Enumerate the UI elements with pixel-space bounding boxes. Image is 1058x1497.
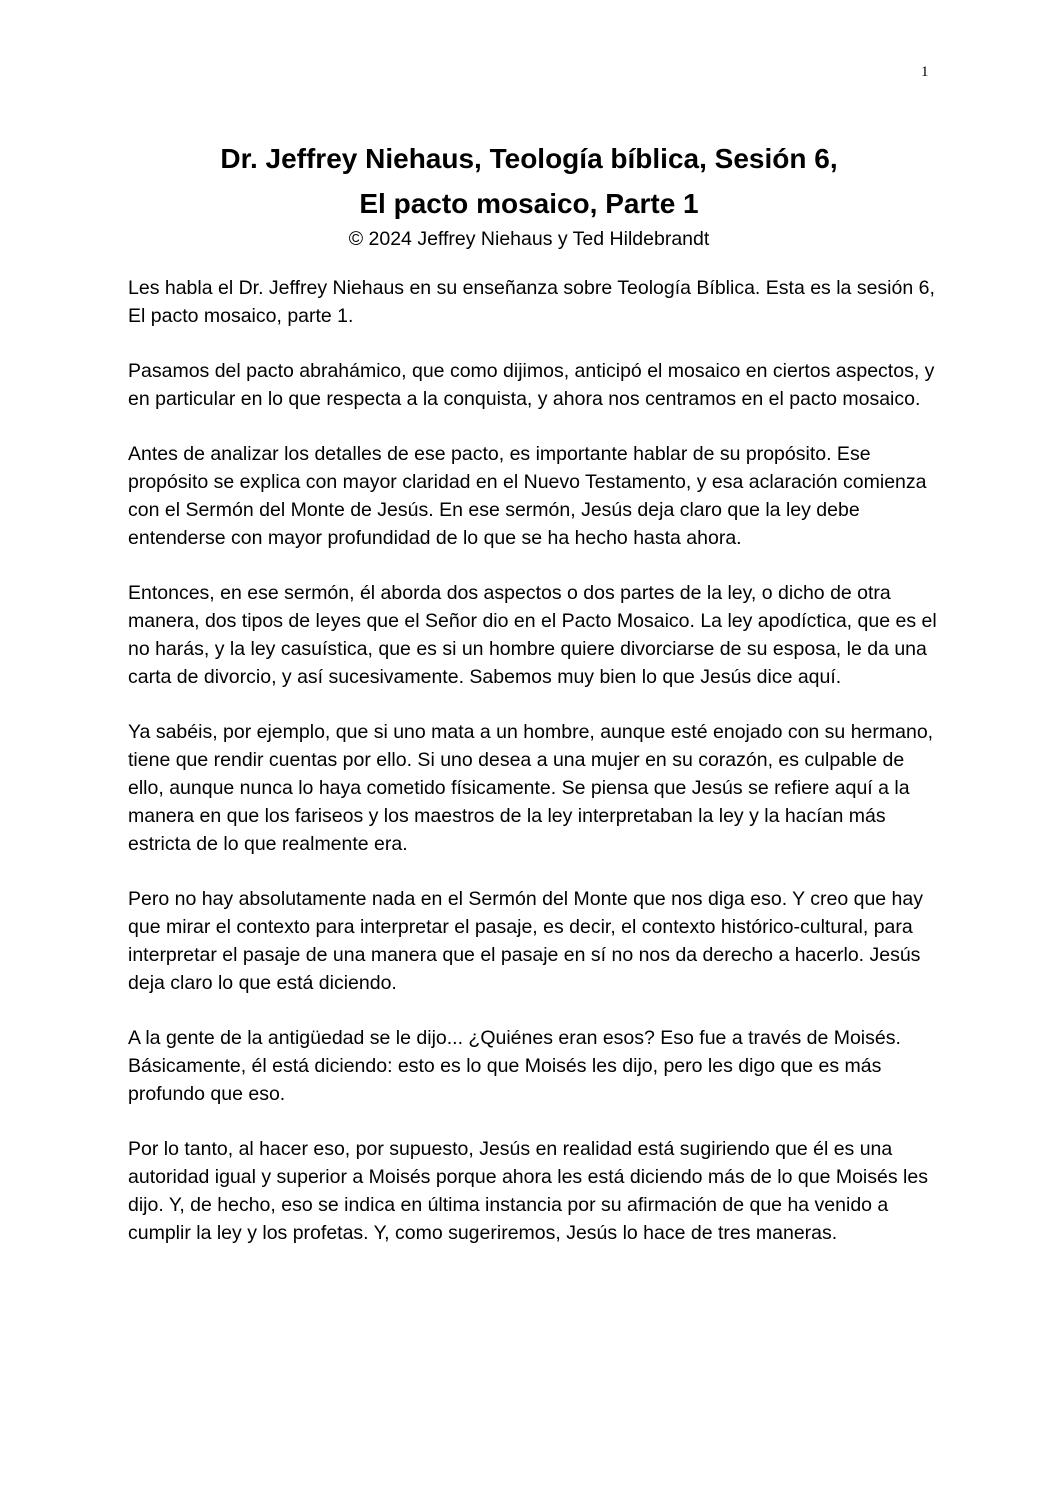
paragraph: A la gente de la antigüedad se le dijo... ¿Quiénes eran esos? Eso fue a través de Moisés. Básicamente, él está diciendo: esto es lo que Moisés les dijo, pero les digo que es más profundo que eso. bbox=[128, 1027, 901, 1105]
paragraph: Ya sabéis, por ejemplo, que si uno mata a un hombre, aunque esté enojado con su hermano, tiene que rendir cuentas por ello. Si uno desea a una mujer en su corazón, es culpable de ello, aunque nunca lo haya cometido físicamente. Se piensa que Jesús se refiere aquí a la manera en que los fariseos y los maestros de la ley interpretaban la ley y la hacían más estricta de lo que realmente era. bbox=[128, 721, 934, 855]
document-header bbox=[128, 136, 930, 252]
copyright-notice: © 2024 Jeffrey Niehaus y Ted Hildebrandt bbox=[348, 228, 710, 250]
document-title-line-2: El pacto mosaico, Parte 1 bbox=[359, 188, 699, 219]
document-body bbox=[128, 274, 938, 1274]
paragraph: Entonces, en ese sermón, él aborda dos aspectos o dos partes de la ley, o dicho de otra manera, dos tipos de leyes que el Señor dio en el Pacto Mosaico. La ley apodíctica, que es el no harás, y la ley casuística, que es si un hombre quiere divorciarse de su esposa, le da una carta de divorcio, y así sucesivamente. Sabemos muy bien lo que Jesús dice aquí. bbox=[128, 582, 937, 688]
paragraph: Les habla el Dr. Jeffrey Niehaus en su enseñanza sobre Teología Bíblica. Esta es la sesión 6, El pacto mosaico, parte 1. bbox=[128, 277, 935, 327]
paragraph: Pasamos del pacto abrahámico, que como dijimos, anticipó el mosaico en ciertos aspectos, y en particular en lo que respecta a la conquista, y ahora nos centramos en el pacto mosaico. bbox=[128, 360, 935, 410]
paragraph: Antes de analizar los detalles de ese pacto, es importante hablar de su propósito. Ese propósito se explica con mayor claridad en el Nuevo Testamento, y esa aclaración comienza con el Sermón del Monte de Jesús. En ese sermón, Jesús deja claro que la ley debe entenderse con mayor profundidad de lo que se ha hecho hasta ahora. bbox=[128, 443, 927, 549]
document-title-line-1: Dr. Jeffrey Niehaus, Teología bíblica, Sesión 6, bbox=[220, 143, 838, 174]
page-number: 1 bbox=[921, 64, 929, 80]
paragraph: Pero no hay absolutamente nada en el Sermón del Monte que nos diga eso. Y creo que hay que mirar el contexto para interpretar el pasaje, es decir, el contexto histórico-cultural, para interpretar el pasaje de una manera que el pasaje en sí no nos da derecho a hacerlo. Jesús deja claro lo que está diciendo. bbox=[128, 888, 923, 994]
paragraph: Por lo tanto, al hacer eso, por supuesto, Jesús en realidad está sugiriendo que él es una autoridad igual y superior a Moisés porque ahora les está diciendo más de lo que Moisés les dijo. Y, de hecho, eso se indica en última instancia por su afirmación de que ha venido a cumplir la ley y los profetas. Y, como sugeriremos, Jesús lo hace de tres maneras. bbox=[128, 1138, 928, 1244]
